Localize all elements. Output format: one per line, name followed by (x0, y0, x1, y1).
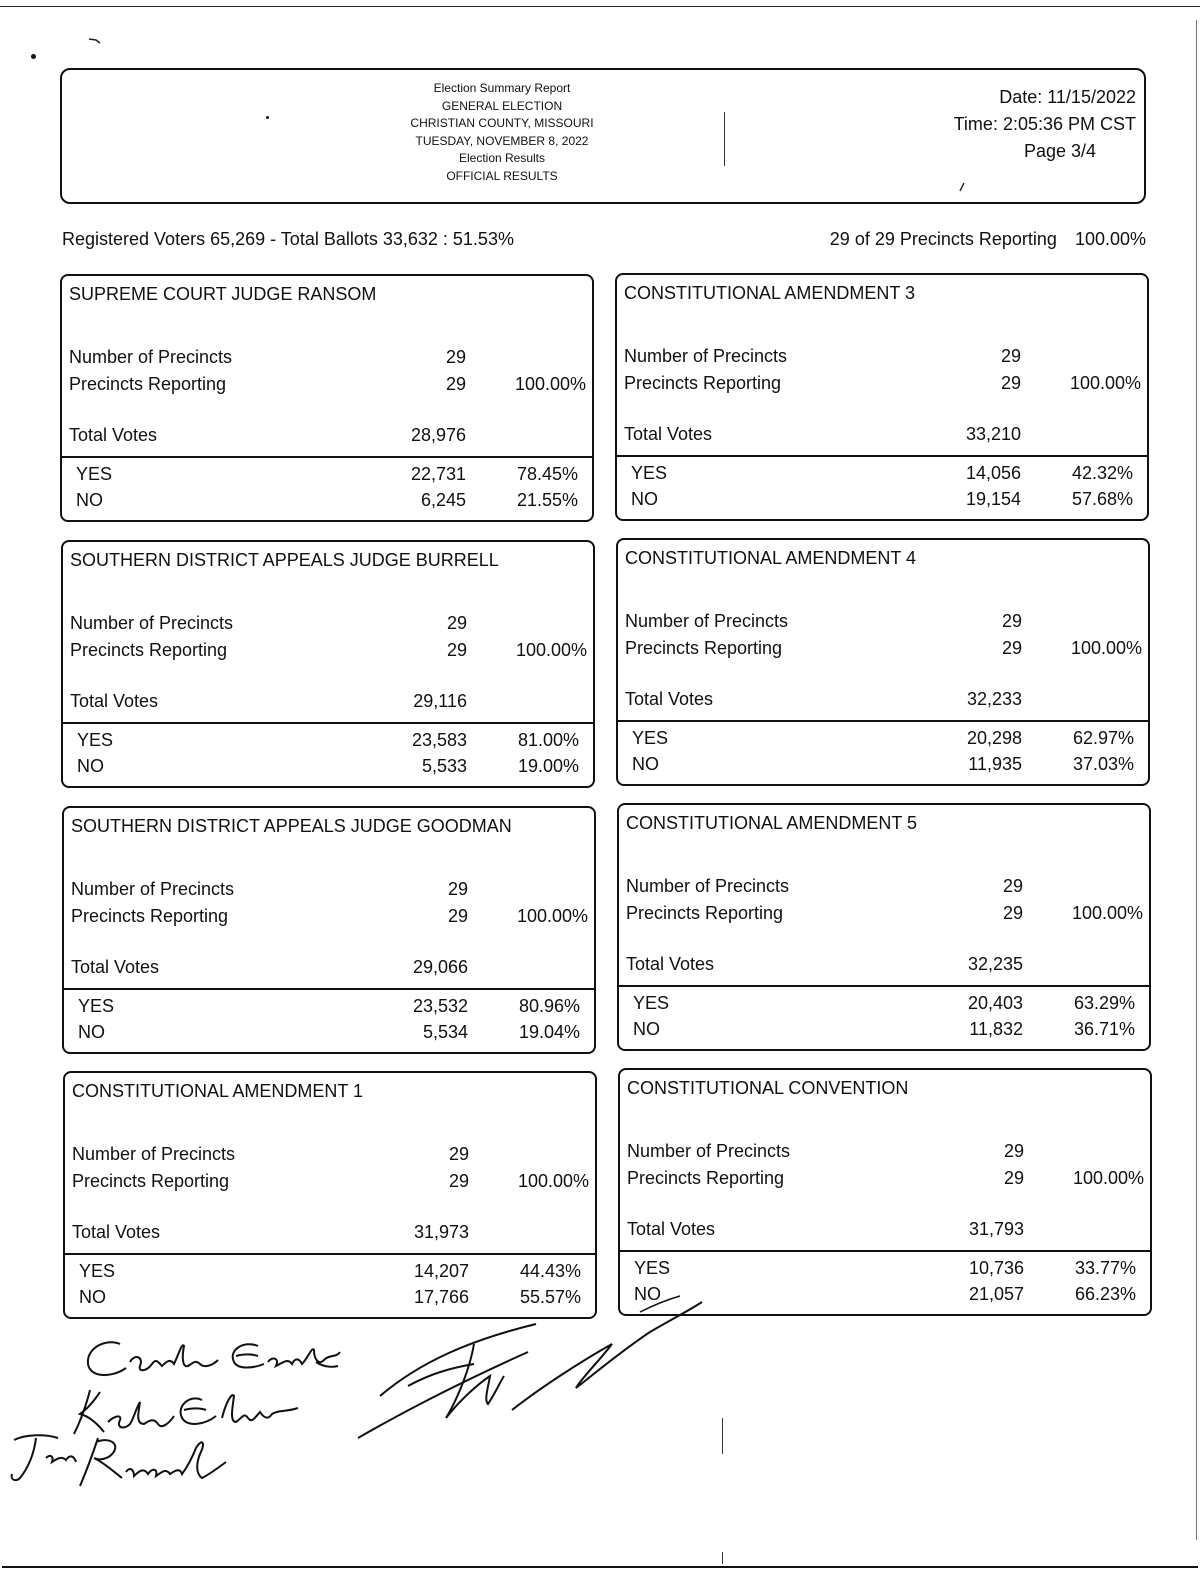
choice-votes: 19,154 (965, 489, 1021, 509)
choice-percent: 19.04% (518, 1022, 580, 1042)
contest-title: CONSTITUTIONAL CONVENTION (627, 1078, 909, 1098)
precincts-reporting-value: 29 (448, 1171, 469, 1191)
choice-votes: 22,731 (410, 464, 466, 484)
precincts-reporting-percent: 100.00% (517, 1171, 589, 1191)
precincts-reporting-percent: 100.00% (516, 906, 588, 926)
precincts-reporting-value: 29 (1000, 373, 1021, 393)
choice-label: YES (76, 464, 113, 484)
choice-label: NO (79, 1287, 106, 1307)
precincts-reporting-percent: 100.00% (515, 640, 587, 660)
choice-percent: 33.77% (1074, 1258, 1136, 1278)
contest-title: SOUTHERN DISTRICT APPEALS JUDGE BURRELL (70, 550, 499, 570)
number-of-precincts-value: 29 (1000, 346, 1021, 366)
signature-3 (6, 1428, 232, 1492)
contest-title: CONSTITUTIONAL AMENDMENT 5 (626, 813, 918, 833)
choice-row-yes (62, 464, 592, 488)
page-bottom-edge (2, 1566, 1198, 1568)
contest-title: SOUTHERN DISTRICT APPEALS JUDGE GOODMAN (71, 816, 512, 836)
scan-mark-line (722, 1418, 723, 1454)
precincts-reporting-percent: 100.00% (1071, 903, 1143, 923)
contest-panel (63, 1071, 597, 1319)
precincts-reporting-value: 29 (1001, 638, 1022, 658)
choice-label: NO (77, 756, 104, 776)
choice-percent: 57.68% (1071, 489, 1133, 509)
choice-percent: 36.71% (1073, 1019, 1135, 1039)
total-votes-value: 32,233 (966, 689, 1022, 709)
scan-mark-line (722, 1552, 723, 1564)
section-divider (617, 455, 1147, 457)
choice-percent: 81.00% (517, 730, 579, 750)
precincts-reporting-value: 29 (446, 640, 467, 660)
number-of-precincts-label: Number of Precincts (72, 1144, 236, 1164)
total-votes-value: 31,793 (968, 1219, 1024, 1239)
contest-title: CONSTITUTIONAL AMENDMENT 4 (625, 548, 917, 568)
precincts-reporting-label: Precincts Reporting (625, 638, 783, 658)
choice-label: YES (79, 1261, 116, 1281)
choice-percent: 80.96% (518, 996, 580, 1016)
choice-label: NO (634, 1284, 661, 1304)
choice-row-no (618, 754, 1148, 778)
total-votes-label: Total Votes (627, 1219, 716, 1239)
report-time: Time: 2:05:36 PM CST (953, 114, 1136, 134)
total-votes-label: Total Votes (70, 691, 159, 711)
contest-panel (616, 538, 1150, 786)
number-of-precincts-label: Number of Precincts (627, 1141, 791, 1161)
choice-row-yes (617, 463, 1147, 487)
total-votes-value: 28,976 (410, 425, 466, 445)
choice-votes: 5,534 (422, 1022, 468, 1042)
choice-row-no (64, 1022, 594, 1046)
scan-mark-tick (958, 182, 966, 192)
contest-panel (617, 803, 1151, 1051)
total-votes-label: Total Votes (626, 954, 715, 974)
choice-label: YES (78, 996, 115, 1016)
results-label: Election Results (458, 151, 546, 165)
precincts-reporting-percent: 100.00% (514, 374, 586, 394)
precincts-reporting-percent: 100.00% (1069, 373, 1141, 393)
total-votes-label: Total Votes (72, 1222, 161, 1242)
precincts-reporting-percent: 100.00% (1070, 638, 1142, 658)
choice-votes: 6,245 (420, 490, 466, 510)
choice-percent: 55.57% (519, 1287, 581, 1307)
choice-percent: 78.45% (516, 464, 578, 484)
number-of-precincts-value: 29 (1001, 611, 1022, 631)
report-date: Date: 11/15/2022 (999, 87, 1136, 107)
choice-row-yes (618, 728, 1148, 752)
choice-percent: 21.55% (516, 490, 578, 510)
total-votes-label: Total Votes (625, 689, 714, 709)
registered-voters-summary: Registered Voters 65,269 - Total Ballots 33,632 : 51.53% (62, 229, 514, 249)
number-of-precincts-value: 29 (445, 347, 466, 367)
contest-panel (60, 274, 594, 522)
precincts-reporting-value: 29 (1002, 903, 1023, 923)
total-votes-value: 29,066 (412, 957, 468, 977)
precincts-reporting-summary (830, 229, 1146, 250)
choice-percent: 62.97% (1072, 728, 1134, 748)
election-name: GENERAL ELECTION (441, 98, 563, 113)
choice-votes: 17,766 (413, 1287, 469, 1307)
choice-label: YES (632, 728, 669, 748)
election-date: TUESDAY, NOVEMBER 8, 2022 (415, 133, 589, 148)
choice-votes: 11,935 (968, 754, 1022, 774)
number-of-precincts-label: Number of Precincts (624, 346, 788, 366)
total-votes-label: Total Votes (69, 425, 158, 445)
choice-row-no (62, 490, 592, 514)
total-votes-value: 31,973 (413, 1222, 469, 1242)
page-right-edge (1196, 20, 1197, 1540)
choice-label: NO (633, 1019, 660, 1039)
choice-row-yes (620, 1258, 1150, 1282)
choice-percent: 63.29% (1073, 993, 1135, 1013)
contest-title: CONSTITUTIONAL AMENDMENT 1 (72, 1081, 364, 1101)
choice-row-no (617, 489, 1147, 513)
number-of-precincts-value: 29 (1003, 1141, 1024, 1161)
number-of-precincts-value: 29 (1002, 876, 1023, 896)
scan-mark-dot (266, 116, 269, 119)
county-name: CHRISTIAN COUNTY, MISSOURI (410, 116, 594, 130)
number-of-precincts-value: 29 (446, 613, 467, 633)
choice-percent: 19.00% (517, 756, 579, 776)
choice-row-yes (65, 1261, 595, 1285)
precincts-reporting-label: Precincts Reporting (71, 906, 229, 926)
choice-votes: 10,736 (968, 1258, 1024, 1278)
choice-row-no (63, 756, 593, 780)
choice-percent: 66.23% (1074, 1284, 1136, 1304)
choice-votes: 23,583 (411, 730, 467, 750)
section-divider (64, 988, 594, 990)
choice-label: YES (631, 463, 668, 483)
precincts-reporting-label: Precincts Reporting (624, 373, 782, 393)
choice-votes: 20,298 (966, 728, 1022, 748)
choice-votes: 5,533 (421, 756, 467, 776)
precincts-reporting-label: Precincts Reporting (69, 374, 227, 394)
choice-row-yes (64, 996, 594, 1020)
contest-panel (62, 806, 596, 1054)
report-header (60, 68, 1146, 204)
choice-votes: 14,056 (965, 463, 1021, 483)
report-meta (876, 84, 1136, 165)
number-of-precincts-value: 29 (447, 879, 468, 899)
choice-votes: 14,207 (413, 1261, 469, 1281)
total-votes-value: 29,116 (413, 691, 467, 711)
total-votes-value: 32,235 (967, 954, 1023, 974)
choice-row-no (619, 1019, 1149, 1043)
choice-label: NO (631, 489, 658, 509)
choice-label: NO (78, 1022, 105, 1042)
report-title: Election Summary Report (433, 81, 571, 95)
section-divider (619, 985, 1149, 987)
choice-votes: 23,532 (412, 996, 468, 1016)
choice-row-yes (63, 730, 593, 754)
contest-panel (61, 540, 595, 788)
choice-label: YES (634, 1258, 671, 1278)
choice-percent: 37.03% (1072, 754, 1134, 774)
scan-mark-dot (31, 54, 36, 59)
choice-votes: 20,403 (967, 993, 1023, 1013)
section-divider (65, 1253, 595, 1255)
report-title-block (362, 80, 642, 185)
number-of-precincts-value: 29 (448, 1144, 469, 1164)
signature-4 (350, 1288, 710, 1448)
precincts-reporting-value: 29 (1003, 1168, 1024, 1188)
precincts-reporting-value: 29 (447, 906, 468, 926)
choice-label: YES (633, 993, 670, 1013)
number-of-precincts-label: Number of Precincts (70, 613, 234, 633)
choice-row-yes (619, 993, 1149, 1017)
total-votes-label: Total Votes (71, 957, 160, 977)
choice-votes: 11,832 (969, 1019, 1023, 1039)
total-votes-label: Total Votes (624, 424, 713, 444)
section-divider (618, 720, 1148, 722)
scan-mark-line (724, 112, 725, 166)
number-of-precincts-label: Number of Precincts (69, 347, 233, 367)
number-of-precincts-label: Number of Precincts (71, 879, 235, 899)
official-label: OFFICIAL RESULTS (446, 168, 558, 183)
total-votes-value: 33,210 (965, 424, 1021, 444)
choice-label: NO (76, 490, 103, 510)
choice-percent: 42.32% (1071, 463, 1133, 483)
precincts-reporting-percent: 100.00% (1072, 1168, 1144, 1188)
choice-votes: 21,057 (968, 1284, 1024, 1304)
precincts-reporting-label: Precincts Reporting (72, 1171, 230, 1191)
choice-label: NO (632, 754, 659, 774)
contest-title: SUPREME COURT JUDGE RANSOM (69, 284, 377, 304)
precincts-reporting-text: 29 of 29 Precincts Reporting (829, 229, 1057, 249)
precincts-reporting-label: Precincts Reporting (627, 1168, 785, 1188)
scan-mark-tick (88, 36, 104, 46)
choice-label: YES (77, 730, 114, 750)
precincts-reporting-label: Precincts Reporting (626, 903, 784, 923)
precincts-reporting-percent: 100.00% (1074, 229, 1146, 249)
section-divider (63, 722, 593, 724)
precincts-reporting-value: 29 (445, 374, 466, 394)
contest-panel (618, 1068, 1152, 1316)
section-divider (62, 456, 592, 458)
contest-panel (615, 273, 1149, 521)
precincts-reporting-label: Precincts Reporting (70, 640, 228, 660)
number-of-precincts-label: Number of Precincts (626, 876, 790, 896)
choice-percent: 44.43% (519, 1261, 581, 1281)
page-number: Page 3/4 (1023, 141, 1096, 161)
section-divider (620, 1250, 1150, 1252)
page-top-edge (0, 6, 1200, 7)
number-of-precincts-label: Number of Precincts (625, 611, 789, 631)
contest-title: CONSTITUTIONAL AMENDMENT 3 (624, 283, 916, 303)
